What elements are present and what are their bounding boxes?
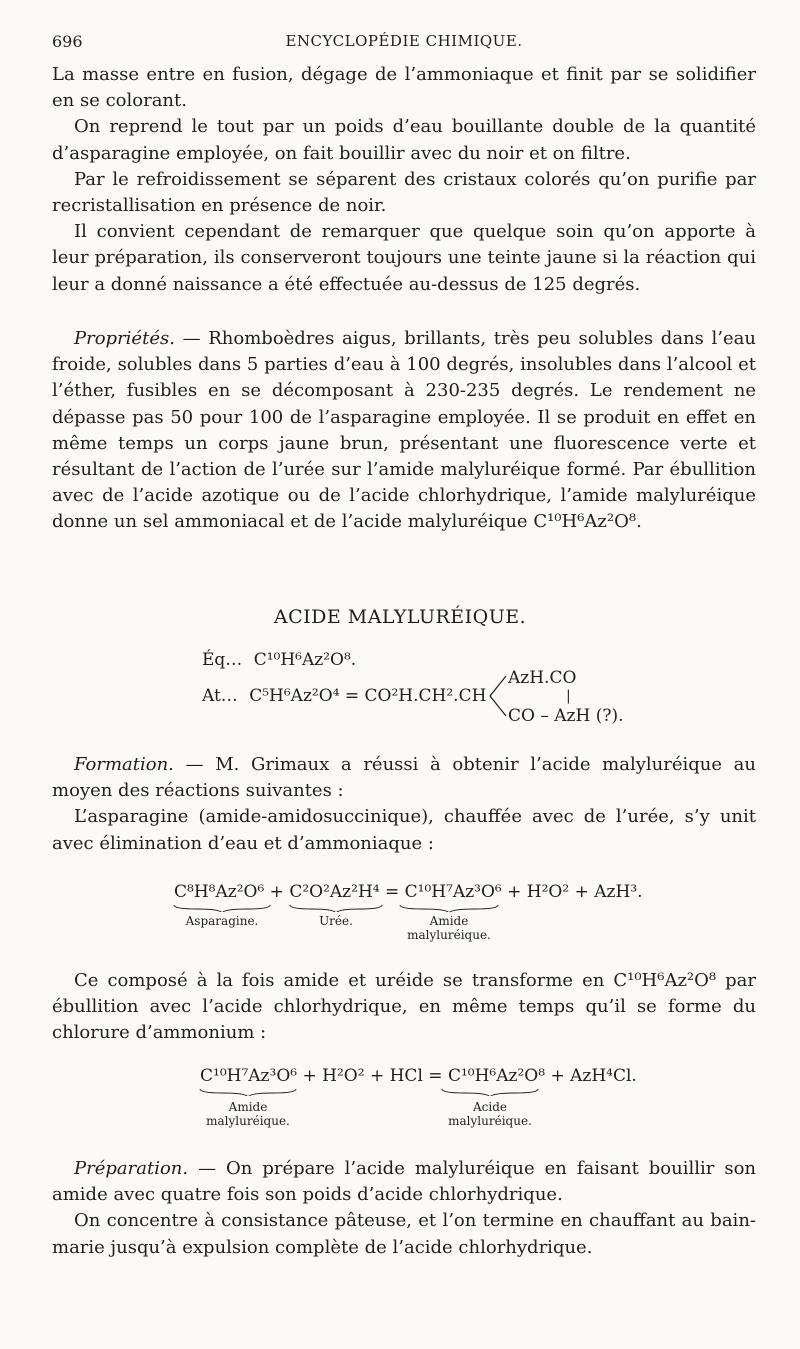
eq2-acide: C¹⁰H⁶Az²O⁸ [447, 1066, 546, 1086]
eq2-label-acide-line1: Acide [472, 1100, 507, 1114]
text-block-formation [52, 752, 756, 857]
eq1-label-amide-line2: malyluréique. [407, 928, 491, 942]
eq2-ammonium-chloride: AzH⁴Cl. [570, 1066, 637, 1086]
eq2-op3: = [428, 1066, 443, 1086]
preparation-text: — On prépare l’acide malyluréique en faisant bouillir son amide avec quatre fois son poids d’acide chlorhydrique. [52, 1158, 756, 1206]
eq1-brace-2 [288, 904, 384, 912]
eq2-line [200, 1066, 637, 1086]
eq1-amide: C¹⁰H⁷Az³O⁶ [404, 882, 502, 902]
section-title: ACIDE MALYLURÉIQUE. [273, 606, 527, 628]
proprietes-text: — Rhomboèdres aigus, brillants, très peu solubles dans l’eau froide, solubles dans 5 parties d’eau à 100 degrés, insolubles dans l’alcool et l’éther, fusibles en se décomposant à 230-235 degrés. Le rendement ne dépasse pas 50 pour 100 de l’asparagine employée. Il se produit en effet en même temps un corps jaune brun, présentant une fluorescence verte et résultant de l’action de l’urée sur l’amide malyluréique formé. Par ébullition avec de l’acide azotique ou de l’acide chlorhydrique, l’amide malyluréique donne un sel ammoniacal et de l’acide malyluréique [52, 328, 756, 533]
eq1-line [174, 882, 643, 902]
eq1-label-amide [396, 914, 502, 942]
formula-eq [202, 650, 356, 670]
eq1-op3: + [507, 882, 522, 902]
eq2-brace-2 [440, 1088, 540, 1096]
branch-bottom: CO – AzH (?). [508, 706, 624, 726]
branch-brackets [486, 672, 508, 722]
formation-text: — M. Grimaux a réussi à obtenir l’acide malyluréique au moyen des réactions suivantes : [52, 754, 756, 802]
branch-bond: | [566, 688, 571, 704]
text-block-proprietes [52, 326, 756, 536]
eq2-brace-1 [198, 1088, 298, 1096]
paragraph-compose: Ce composé à la fois amide et uréide se transforme en C¹⁰H⁶Az²O⁸ par ébullition avec l’acide chlorhydrique, en même temps qu’il se forme du chlorure d’ammonium : [52, 970, 756, 1044]
eq1-op4: + [574, 882, 589, 902]
eq-label: Éq… [202, 650, 243, 670]
running-title: ENCYCLOPÉDIE CHIMIQUE. [285, 32, 523, 50]
paragraph-convient: Il convient cependant de remarquer que quelque soin qu’on apporte à leur préparation, ils conserveront toujours une teinte jaune si la réaction qui leur a donné naissance a été effectuée au-dessus de 125 degrés. [52, 221, 756, 295]
eq1-water: H²O² [526, 882, 570, 902]
eq2-op1: + [302, 1066, 317, 1086]
eq1-brace-1 [172, 904, 272, 912]
eq-formula: C¹⁰H⁶Az²O⁸. [253, 650, 357, 670]
preparation-lead: Préparation. [74, 1158, 189, 1179]
eq1-label-asparagine: Asparagine. [185, 914, 259, 928]
eq2-water: H²O² [322, 1066, 365, 1086]
eq1-ammonia: AzH³. [594, 882, 643, 902]
text-block-preparation [52, 1156, 756, 1261]
page-number: 696 [52, 32, 83, 51]
proprietes-formula: C¹⁰H⁶Az²O⁸. [533, 511, 642, 533]
eq2-label-acide-line2: malyluréique. [448, 1114, 532, 1128]
proprietes-lead: Propriétés. [74, 328, 175, 349]
eq2-hcl: HCl [389, 1066, 423, 1086]
text-block-top [52, 62, 756, 298]
eq1-label-amide-line1: Amide [429, 914, 469, 928]
eq1-uree: C²O²Az²H⁴ [289, 882, 380, 902]
eq1-asparagine: C⁸H⁸Az²O⁶ [174, 882, 265, 902]
formation-lead: Formation. [74, 754, 174, 775]
eq2-amide: C¹⁰H⁷Az³O⁶ [200, 1066, 298, 1086]
paragraph-proprietes [52, 326, 756, 536]
paragraph-refroidissement: Par le refroidissement se séparent des cristaux colorés qu’on purifie par recristallisation en présence de noir. [52, 168, 756, 217]
at-formula: C⁵H⁶Az²O⁴ = CO²H.CH².CH [249, 686, 487, 706]
eq2-op4: + [550, 1066, 565, 1086]
eq2-label-amide-line1: Amide [228, 1100, 268, 1114]
formula-at [202, 686, 486, 706]
branch-top: AzH.CO [508, 668, 577, 688]
eq2-label-amide-line2: malyluréique. [206, 1114, 290, 1128]
eq2-label-amide [190, 1100, 306, 1128]
eq1-brace-3 [398, 904, 500, 912]
paragraph-asparagine: L’asparagine (amide-amidosuccinique), chauffée avec de l’urée, s’y unit avec élimination d’eau et d’ammoniaque : [52, 806, 756, 854]
paragraph-formation [52, 752, 756, 804]
paragraph-reprend: On reprend le tout par un poids d’eau bouillante double de la quantité d’asparagine employée, on fait bouillir avec du noir et on filtre. [52, 116, 756, 164]
paragraph-concentre: On concentre à consistance pâteuse, et l’on termine en chauffant au bain-marie jusqu’à expulsion complète de l’acide chlorhydrique. [52, 1210, 756, 1258]
eq1-op1: + [269, 882, 284, 902]
page-header [52, 32, 756, 56]
paragraph-preparation [52, 1156, 756, 1208]
eq2-label-acide [432, 1100, 548, 1128]
text-block-compose [52, 968, 756, 1047]
eq2-op2: + [369, 1066, 385, 1086]
paragraph-fusion: La masse entre en fusion, dégage de l’ammoniaque et finit par se solidifier en se colorant. [52, 64, 756, 112]
at-label: At… [202, 686, 238, 706]
eq1-label-uree: Urée. [319, 914, 353, 928]
eq1-op2: = [385, 882, 400, 902]
